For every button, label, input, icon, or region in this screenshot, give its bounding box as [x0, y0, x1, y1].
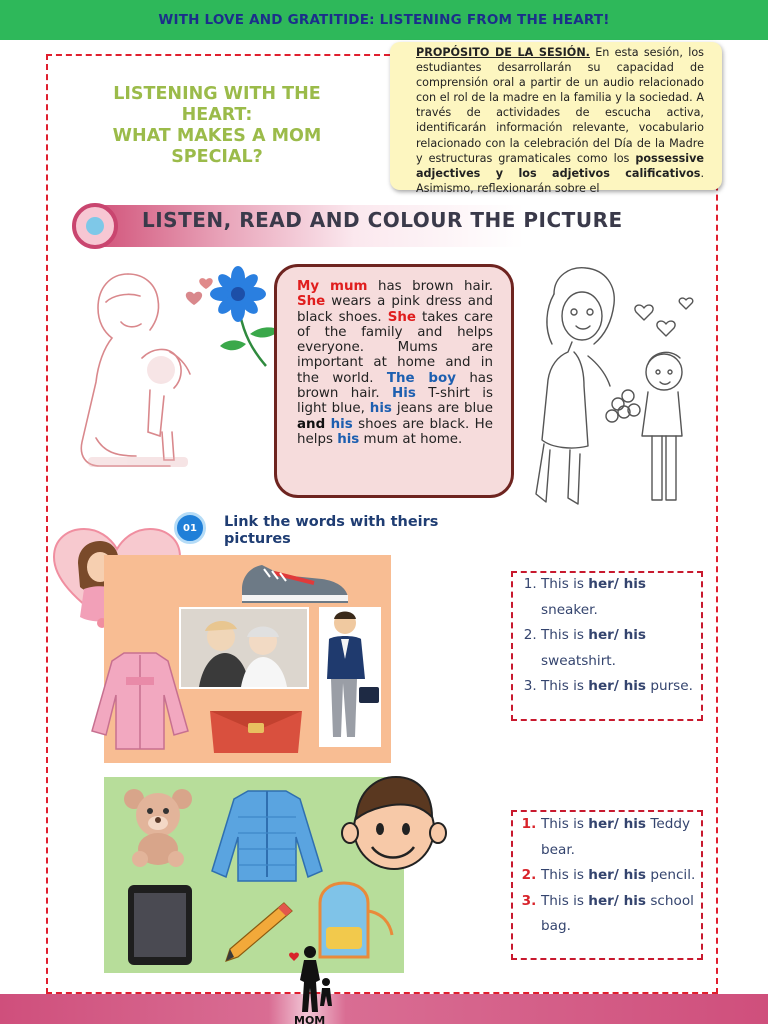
picture-panel-objects [104, 777, 404, 973]
boy-blazer-icon [319, 607, 381, 747]
tablet-icon [126, 883, 194, 967]
grandmother-daughter-photo-icon [181, 609, 307, 687]
flower-badge-icon [72, 203, 118, 249]
mother-son-coloring-illustration [514, 264, 704, 514]
section-title: LISTEN, READ AND COLOUR THE PICTURE [142, 208, 623, 232]
sweatshirt-icon [90, 647, 190, 751]
section2-title: Link the words with theirs pictures [224, 514, 439, 547]
pencil-icon [214, 899, 294, 963]
teddy-bear-icon [120, 785, 196, 867]
number-badge: 01 [174, 512, 206, 544]
mother-daughter-illustration [66, 262, 206, 477]
boy-face-icon [340, 775, 448, 879]
sneaker-icon [234, 551, 354, 607]
exercise-list-1 [511, 571, 703, 721]
reading-paragraph: My mum has brown hair. She wears a pink dress and black shoes. She takes care of the family and helps everyone. Mums are important at home and in the world. The boy has brown hair. His T-shirt is light blue, his jeans are blue and his shoes are black. He helps his mum at home. [297, 279, 493, 447]
page-title: LISTENING WITH THE HEART: WHAT MAKES A MOM SPECIAL? [112, 84, 322, 167]
list-item: 3. This is her/ his purse. [541, 674, 701, 700]
section-banner-listen [72, 203, 623, 251]
header-title: WITH LOVE AND GRATITIDE: LISTENING FROM THE HEART! [158, 12, 610, 28]
section-banner-link [172, 508, 472, 546]
list-item: 1. This is her/ his sneaker. [541, 572, 701, 623]
footer-bar [0, 994, 768, 1024]
jacket-icon [208, 787, 326, 883]
purpose-note [390, 42, 722, 195]
picture-panel-clothes [104, 555, 391, 763]
list-item: 2. This is her/ his pencil. [541, 863, 701, 889]
list-item: 3. This is her/ his school bag. [541, 889, 701, 940]
exercise-list-2 [511, 810, 703, 960]
boy-photo [319, 607, 381, 747]
purpose-bold: possessive adjectives y los adjetivos calificativos [416, 151, 704, 180]
purpose-text: En esta sesión, los estudiantes desarrollarán su capacidad de comprensión oral a partir de un audio relacionado con el rol de la madre en la familia y la sociedad. A través de actividades de escucha activa, identificarán información relevante, vocabulario relacionado con la celebración del Día de la Madre y estructuras gramaticales como los [416, 46, 704, 165]
mom-silhouette-logo-icon [290, 944, 340, 1024]
purse-icon [204, 695, 308, 757]
list-item: 2. This is her/ his sweatshirt. [541, 623, 701, 674]
header-bar [0, 0, 768, 40]
list-item: 1. This is her/ his Teddy bear. [541, 812, 701, 863]
purpose-text-end: . Asimismo, reflexionarán sobre el [416, 166, 704, 195]
reading-text-box [274, 264, 514, 498]
purpose-heading: PROPÓSITO DE LA SESIÓN. [416, 46, 590, 59]
footer-logo-text: MOM [294, 1014, 326, 1024]
family-photo [179, 607, 309, 689]
